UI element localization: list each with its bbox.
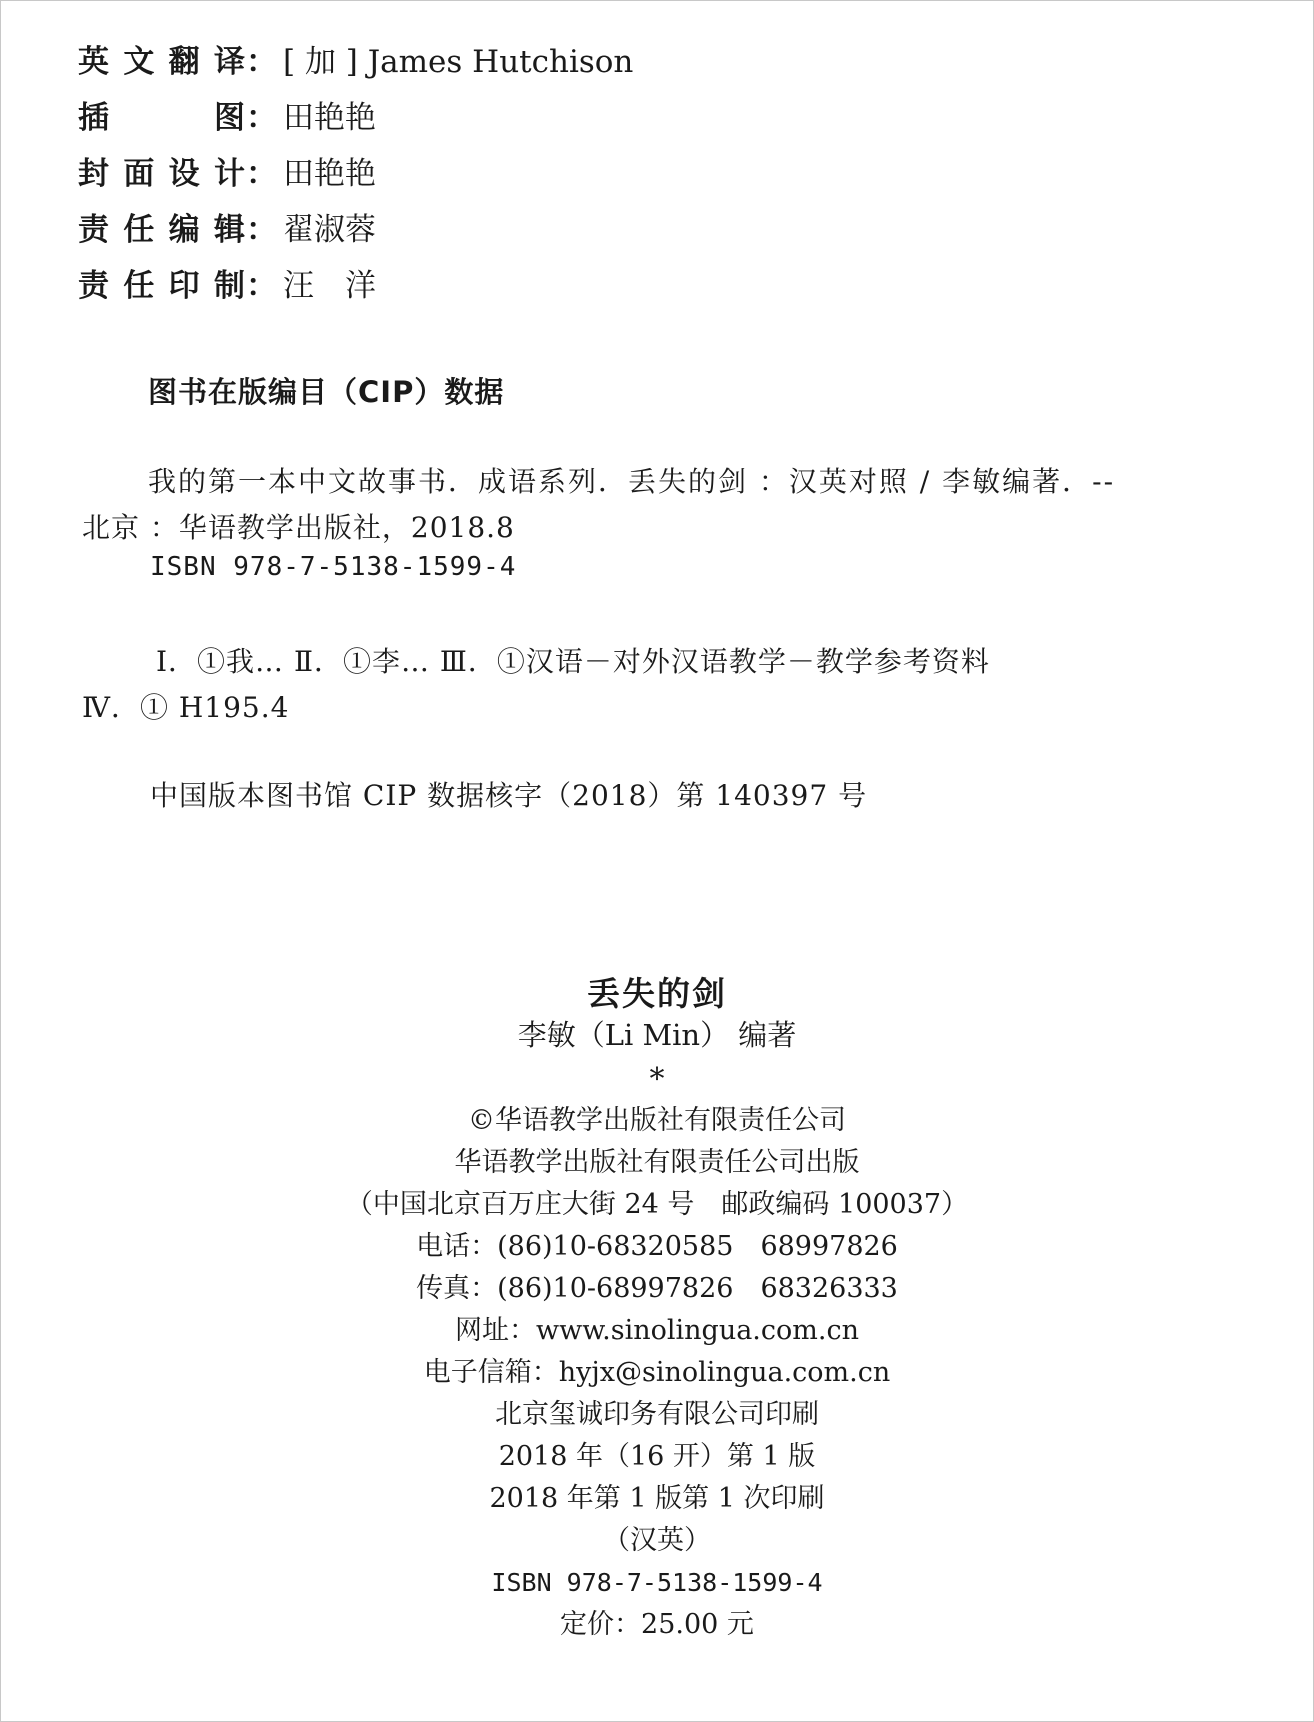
email-line: 电子信箱：hyjx@sinolingua.com.cn xyxy=(423,1357,891,1388)
credit-label: 封面设计 xyxy=(78,155,246,192)
copyright-line: ©华语教学出版社有限责任公司 xyxy=(468,1105,846,1136)
credit-row-print-manager xyxy=(78,254,633,310)
website-line: 网址：www.sinolingua.com.cn xyxy=(455,1315,859,1346)
cip-classification-line-2: Ⅳ．① H195.4 xyxy=(82,691,290,724)
cip-isbn: ISBN 978-7-5138-1599-4 xyxy=(150,552,517,582)
credit-label: 责任编辑 xyxy=(78,211,246,248)
credit-value: 田艳艳 xyxy=(283,99,376,136)
credit-row-cover-design xyxy=(78,142,633,198)
credit-row-editor xyxy=(78,198,633,254)
credit-value: 田艳艳 xyxy=(283,155,376,192)
cip-record-number: 中国版本图书馆 CIP 数据核字（2018）第 140397 号 xyxy=(150,779,868,812)
credit-label: 插图 xyxy=(78,99,246,136)
credit-row-translator xyxy=(78,30,633,86)
edition-line: 2018 年（16 开）第 1 版 xyxy=(498,1441,816,1472)
cip-main-line-1: 我的第一本中文故事书．成语系列．丢失的剑 ：汉英对照 / 李敏编著．-- xyxy=(148,465,1116,498)
cip-classification-line-1: Ⅰ．①我… Ⅱ．①李… Ⅲ．①汉语－对外汉语教学－教学参考资料 xyxy=(156,645,990,678)
credit-colon: ： xyxy=(246,267,277,304)
colophon-isbn: ISBN 978-7-5138-1599-4 xyxy=(491,1568,823,1597)
credit-colon: ： xyxy=(246,43,277,80)
printer-line: 北京玺诚印务有限公司印刷 xyxy=(495,1399,819,1430)
language-line: （汉英） xyxy=(603,1525,711,1556)
phone-line: 电话：(86)10-68320585 68997826 xyxy=(416,1231,898,1262)
credit-colon: ： xyxy=(246,211,277,248)
address-line: （中国北京百万庄大街 24 号 邮政编码 100037） xyxy=(345,1189,969,1220)
colophon-block xyxy=(0,972,1314,1646)
cip-heading: 图书在版编目（CIP）数据 xyxy=(148,375,505,409)
credit-row-illustrator xyxy=(78,86,633,142)
cip-main-line-2: 北京 ：华语教学出版社，2018.8 xyxy=(82,511,515,544)
credit-colon: ： xyxy=(246,155,277,192)
printing-line: 2018 年第 1 版第 1 次印刷 xyxy=(489,1483,825,1514)
book-author: 李敏（Li Min） 编著 xyxy=(517,1018,797,1052)
credits-block xyxy=(78,30,633,310)
credit-value: [ 加 ] James Hutchison xyxy=(283,43,634,80)
credit-value: 汪 洋 xyxy=(283,267,376,304)
book-title: 丢失的剑 xyxy=(587,974,727,1013)
credit-value: 翟淑蓉 xyxy=(283,211,376,248)
publisher-line: 华语教学出版社有限责任公司出版 xyxy=(454,1147,860,1178)
credit-colon: ： xyxy=(246,99,277,136)
price-line: 定价：25.00 元 xyxy=(560,1609,754,1640)
credit-label: 责任印制 xyxy=(78,267,246,304)
fax-line: 传真：(86)10-68997826 68326333 xyxy=(416,1273,898,1304)
separator-star: * xyxy=(649,1062,665,1097)
credit-label: 英文翻译 xyxy=(78,43,246,80)
